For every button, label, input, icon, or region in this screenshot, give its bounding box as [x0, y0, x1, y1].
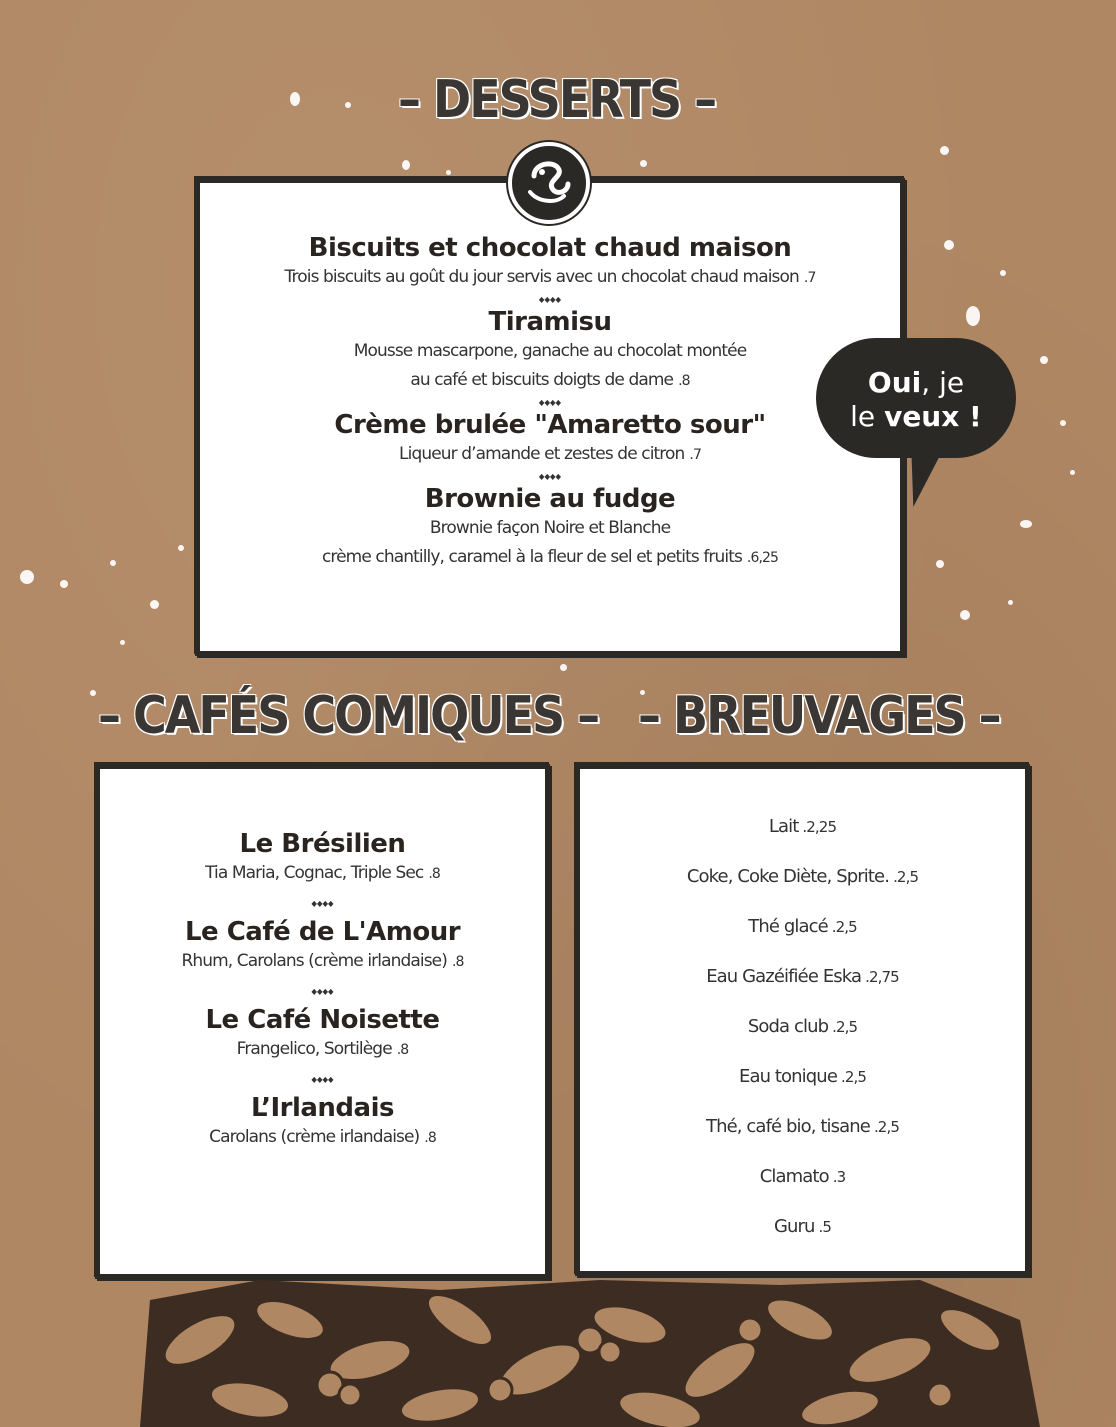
- brand-logo: [508, 142, 590, 224]
- dessert-desc: Mousse mascarpone, ganache au chocolat montée: [353, 341, 747, 361]
- cafe-item: [100, 1093, 545, 1153]
- drink-price: .2,5: [832, 1018, 858, 1036]
- dessert-item: [200, 233, 900, 293]
- dessert-desc-2: au café et biscuits doigts de dame: [410, 370, 674, 390]
- drink-price: .2,5: [893, 868, 919, 886]
- separator: ◆◆◆◆: [311, 987, 334, 996]
- separator: ◆◆◆◆: [538, 398, 562, 407]
- dessert-price: .7: [803, 270, 816, 286]
- drink-name: Clamato: [759, 1166, 829, 1187]
- desserts-title: – DESSERTS –: [398, 68, 716, 130]
- bubble-text: le: [850, 400, 885, 433]
- drink-price: .2,25: [802, 818, 837, 836]
- dessert-name: Biscuits et chocolat chaud maison: [308, 233, 792, 263]
- dessert-desc-2: crème chantilly, caramel à la fleur de sel et petits fruits: [321, 547, 742, 567]
- dessert-price: .6,25: [746, 550, 779, 566]
- desserts-panel: [195, 178, 905, 656]
- drink-price: .5: [818, 1218, 832, 1236]
- separator: ◆◆◆◆: [538, 295, 562, 304]
- drink-name: Eau tonique: [738, 1066, 837, 1087]
- bubble-text: , je: [921, 366, 965, 399]
- drink-name: Thé glacé: [748, 916, 828, 937]
- drink-price: .2,75: [865, 968, 899, 986]
- dessert-price: .7: [689, 447, 701, 463]
- cafes-panel: [95, 764, 550, 1279]
- dessert-desc: Liqueur d’amande et zestes de citron: [399, 444, 685, 464]
- drink-item: [580, 902, 1025, 952]
- dessert-item: [200, 410, 900, 470]
- drink-name: Soda club: [747, 1016, 829, 1037]
- cafe-item: [100, 1005, 545, 1065]
- drink-name: Coke, Coke Diète, Sprite.: [686, 866, 890, 887]
- drink-price: .2,5: [831, 918, 857, 936]
- cafe-desc: Rhum, Carolans (crème irlandaise): [181, 951, 447, 971]
- bubble-text-bold: veux !: [884, 400, 982, 433]
- separator: ◆◆◆◆: [538, 472, 562, 481]
- drink-item: [580, 1002, 1025, 1052]
- separator: ◆◆◆◆: [311, 899, 334, 908]
- breuvages-panel: [575, 764, 1030, 1276]
- logo-mark-icon: [512, 146, 586, 220]
- cafe-desc: Frangelico, Sortilège: [236, 1039, 392, 1059]
- cafe-price: .8: [428, 866, 440, 882]
- dessert-item: [200, 307, 900, 396]
- drink-item: [580, 1152, 1025, 1202]
- drink-item: [580, 1102, 1025, 1152]
- coffee-plant-illustration: [140, 1280, 1040, 1427]
- drink-name: Lait: [768, 816, 799, 837]
- dessert-item: [200, 484, 900, 573]
- drink-price: .2,5: [841, 1068, 867, 1086]
- drink-name: Thé, café bio, tisane: [706, 1116, 870, 1137]
- speech-bubble: [816, 338, 1016, 458]
- cafe-price: .8: [451, 954, 464, 970]
- dessert-name: Crème brulée "Amaretto sour": [334, 410, 766, 440]
- breuvages-title: – BREUVAGES –: [638, 684, 1000, 746]
- cafe-name: Le Café Noisette: [205, 1005, 440, 1035]
- drink-item: [580, 852, 1025, 902]
- cafe-price: .8: [424, 1130, 436, 1146]
- cafe-item: [100, 829, 545, 889]
- dessert-name: Tiramisu: [488, 307, 612, 337]
- cafe-name: Le Brésilien: [239, 829, 406, 859]
- drink-item: [580, 1052, 1025, 1102]
- cafes-title: – CAFÉS COMIQUES –: [98, 684, 599, 746]
- cafe-desc: Tia Maria, Cognac, Triple Sec: [205, 863, 424, 883]
- drink-name: Eau Gazéifiée Eska: [706, 966, 862, 987]
- cafe-name: L’Irlandais: [251, 1093, 394, 1123]
- drink-price: .3: [832, 1168, 846, 1186]
- cafe-name: Le Café de L'Amour: [184, 917, 461, 947]
- dessert-name: Brownie au fudge: [424, 484, 676, 514]
- dessert-desc: Trois biscuits au goût du jour servis avec un chocolat chaud maison: [284, 267, 799, 287]
- bubble-text-bold: Oui: [867, 366, 922, 399]
- drink-item: [580, 952, 1025, 1002]
- drink-price: .2,5: [873, 1118, 899, 1136]
- separator: ◆◆◆◆: [311, 1075, 334, 1084]
- drink-item: [580, 802, 1025, 852]
- dessert-price: .8: [678, 373, 690, 389]
- cafe-price: .8: [396, 1042, 409, 1058]
- cafe-desc: Carolans (crème irlandaise): [209, 1127, 420, 1147]
- cafe-item: [100, 917, 545, 977]
- dessert-desc: Brownie façon Noire et Blanche: [429, 518, 671, 538]
- drink-name: Guru: [773, 1216, 815, 1237]
- drink-item: [580, 1202, 1025, 1252]
